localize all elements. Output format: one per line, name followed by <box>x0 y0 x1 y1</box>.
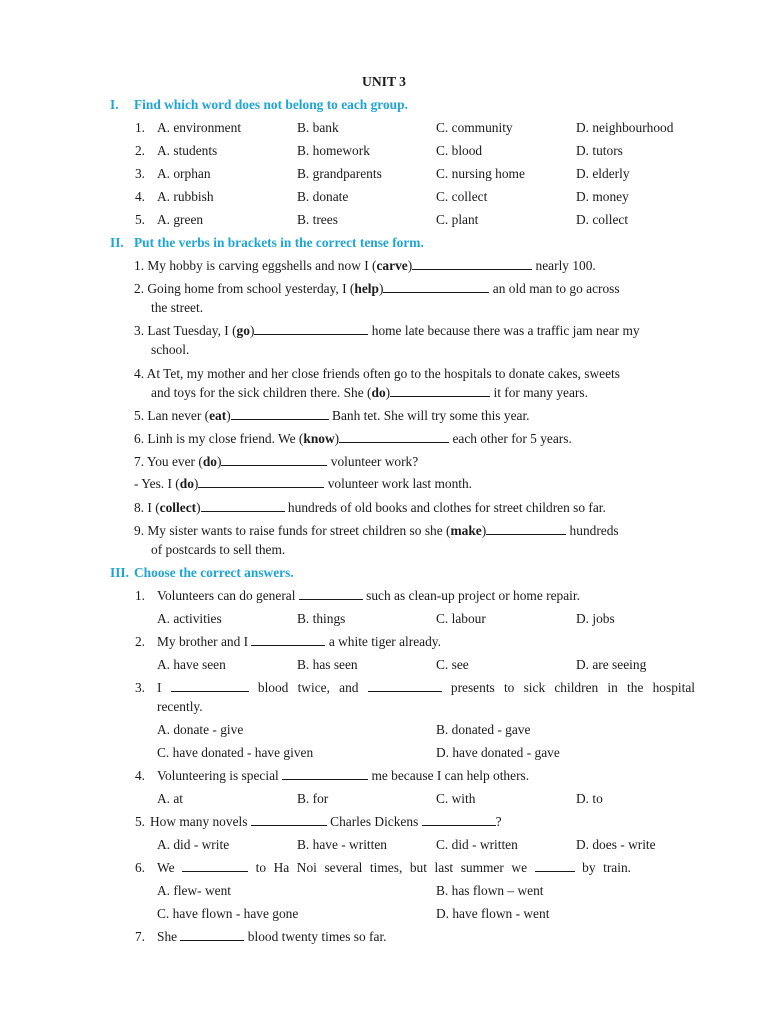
answer-blank[interactable] <box>254 323 368 335</box>
option-d[interactable]: D. are seeing <box>576 657 647 672</box>
choice-question-2: 2. My brother and I a white tiger already. <box>134 634 441 649</box>
option-d: D. collect <box>576 212 629 227</box>
answer-blank[interactable] <box>383 281 489 293</box>
answer-blank[interactable] <box>486 523 566 535</box>
option-d[interactable]: D. to <box>576 791 603 806</box>
verb-prompt: know <box>303 431 335 446</box>
option-d[interactable]: D. jobs <box>576 611 615 626</box>
verb-prompt: make <box>450 523 482 538</box>
item-number: 3. <box>134 166 145 181</box>
tense-question-2: 2. Going home from school yesterday, I (help) an old man to go across <box>134 281 620 296</box>
tense-question-1: 1. My hobby is carving eggshells and now I (carve) nearly 100. <box>134 258 596 273</box>
tense-question-6: 6. Linh is my close friend. We (know) each other for 5 years. <box>134 431 572 446</box>
option-d: D. neighbourhood <box>576 120 674 135</box>
option-d: D. tutors <box>576 143 623 158</box>
option-a: A. orphan <box>157 166 211 181</box>
verb-prompt: do <box>179 476 194 491</box>
section-2-title: Put the verbs in brackets in the correct tense form. <box>134 235 424 250</box>
option-a: A. environment <box>157 120 242 135</box>
verb-prompt: carve <box>376 258 408 273</box>
section-3-title: Choose the correct answers. <box>134 565 294 580</box>
choice-options-3b <box>0 745 768 763</box>
option-c[interactable]: C. with <box>436 791 476 806</box>
answer-blank[interactable] <box>171 680 249 692</box>
option-a: A. rubbish <box>157 189 214 204</box>
option-a: A. green <box>157 212 204 227</box>
option-b[interactable]: B. has seen <box>297 657 358 672</box>
item-number: 4. <box>134 189 145 204</box>
choice-question-4: 4. Volunteering is special me because I can help others. <box>134 768 530 783</box>
option-a[interactable]: A. at <box>157 791 184 806</box>
answer-blank[interactable] <box>390 385 490 397</box>
answer-blank[interactable] <box>339 431 449 443</box>
section-3-numeral: III. <box>110 565 129 580</box>
answer-blank[interactable] <box>251 634 325 646</box>
answer-blank[interactable] <box>412 258 532 270</box>
verb-prompt: help <box>354 281 379 296</box>
choice-question-7: 7. She blood twenty times so far. <box>134 929 387 944</box>
group-row-2 <box>0 143 768 161</box>
group-row-1 <box>0 120 768 138</box>
tense-question-9: 9. My sister wants to raise funds for street children so she (make) hundreds <box>134 523 619 538</box>
answer-blank[interactable] <box>201 500 285 512</box>
tense-question-9-cont: of postcards to sell them. <box>151 542 286 557</box>
option-d: D. money <box>576 189 629 204</box>
answer-blank[interactable] <box>180 929 244 941</box>
choice-options-5 <box>0 837 768 855</box>
tense-question-5: 5. Lan never (eat) Banh tet. She will try some this year. <box>134 408 530 423</box>
tense-question-8: 8. I (collect) hundreds of old books and clothes for street children so far. <box>134 500 606 515</box>
option-b: B. trees <box>297 212 338 227</box>
choice-options-2 <box>0 657 768 675</box>
section-1-numeral: I. <box>110 97 119 112</box>
choice-question-1: 1. Volunteers can do general such as clean-up project or home repair. <box>134 588 580 603</box>
section-3-heading <box>110 565 294 581</box>
answer-blank[interactable] <box>422 814 496 826</box>
tense-question-3: 3. Last Tuesday, I (go) home late because there was a traffic jam near my <box>134 323 640 338</box>
tense-question-7: 7. You ever (do) volunteer work? <box>134 454 419 469</box>
tense-question-4: 4. At Tet, my mother and her close friends often go to the hospitals to donate cakes, sweets <box>134 366 620 381</box>
choice-options-1 <box>0 611 768 629</box>
item-number: 1. <box>134 120 145 135</box>
option-a[interactable]: A. activities <box>157 611 222 626</box>
option-c: C. community <box>436 120 513 135</box>
option-d: D. elderly <box>576 166 630 181</box>
choice-question-3: 3. I blood twice, and presents to sick children in the hospital <box>134 680 695 695</box>
verb-prompt: do <box>371 385 386 400</box>
option-c[interactable]: C. have donated - have given <box>157 745 314 760</box>
section-1-heading <box>110 97 408 113</box>
verb-prompt: do <box>202 454 217 469</box>
option-c[interactable]: C. did - written <box>436 837 518 852</box>
choice-question-3-cont: recently. <box>157 699 203 714</box>
verb-prompt: go <box>236 323 250 338</box>
choice-options-4 <box>0 791 768 809</box>
tense-question-7-answer: - Yes. I (do) volunteer work last month. <box>134 476 473 491</box>
option-b: B. grandparents <box>297 166 382 181</box>
group-row-5 <box>0 212 768 230</box>
option-b[interactable]: B. things <box>297 611 346 626</box>
option-b[interactable]: B. has flown – went <box>436 883 544 898</box>
group-row-3 <box>0 166 768 184</box>
choice-question-5: 5. How many novels Charles Dickens ? <box>134 814 502 829</box>
answer-blank[interactable] <box>198 476 324 488</box>
choice-options-6b <box>0 906 768 924</box>
option-c[interactable]: C. have flown - have gone <box>157 906 299 921</box>
option-b[interactable]: B. for <box>297 791 329 806</box>
option-c: C. nursing home <box>436 166 525 181</box>
answer-blank[interactable] <box>368 680 442 692</box>
section-2-heading <box>110 235 424 251</box>
option-a[interactable]: A. have seen <box>157 657 226 672</box>
option-b: B. bank <box>297 120 339 135</box>
option-c[interactable]: C. labour <box>436 611 486 626</box>
choice-options-3a <box>0 722 768 740</box>
option-c[interactable]: C. see <box>436 657 469 672</box>
choice-options-6a <box>0 883 768 901</box>
section-2-numeral: II. <box>110 235 124 250</box>
option-c: C. plant <box>436 212 479 227</box>
option-d[interactable]: D. does - write <box>576 837 656 852</box>
tense-question-3-cont: school. <box>151 342 190 357</box>
option-a[interactable]: A. flew- went <box>157 883 231 898</box>
answer-blank[interactable] <box>535 860 575 872</box>
verb-prompt: collect <box>159 500 197 515</box>
option-a: A. students <box>157 143 218 158</box>
verb-prompt: eat <box>209 408 227 423</box>
answer-blank[interactable] <box>251 814 327 826</box>
tense-question-4-cont: and toys for the sick children there. She (do) it for many years. <box>151 385 588 400</box>
choice-question-6: 6. We to Ha Noi several times, but last summer we by train. <box>134 860 632 875</box>
option-c: C. collect <box>436 189 488 204</box>
section-1-title: Find which word does not belong to each group. <box>134 97 408 112</box>
option-d[interactable]: D. have flown - went <box>436 906 550 921</box>
option-b: B. donate <box>297 189 349 204</box>
answer-blank[interactable] <box>221 454 327 466</box>
option-b[interactable]: B. donated - gave <box>436 722 531 737</box>
option-c: C. blood <box>436 143 483 158</box>
answer-blank[interactable] <box>182 860 248 872</box>
option-b: B. homework <box>297 143 370 158</box>
page-title: UNIT 3 <box>362 74 406 89</box>
option-b[interactable]: B. have - written <box>297 837 387 852</box>
tense-question-2-cont: the street. <box>151 300 204 315</box>
answer-blank[interactable] <box>282 768 368 780</box>
item-number: 2. <box>134 143 145 158</box>
option-a[interactable]: A. did - write <box>157 837 230 852</box>
item-number: 5. <box>134 212 145 227</box>
group-row-4 <box>0 189 768 207</box>
answer-blank[interactable] <box>231 408 329 420</box>
option-d[interactable]: D. have donated - gave <box>436 745 560 760</box>
option-a[interactable]: A. donate - give <box>157 722 244 737</box>
answer-blank[interactable] <box>299 588 363 600</box>
